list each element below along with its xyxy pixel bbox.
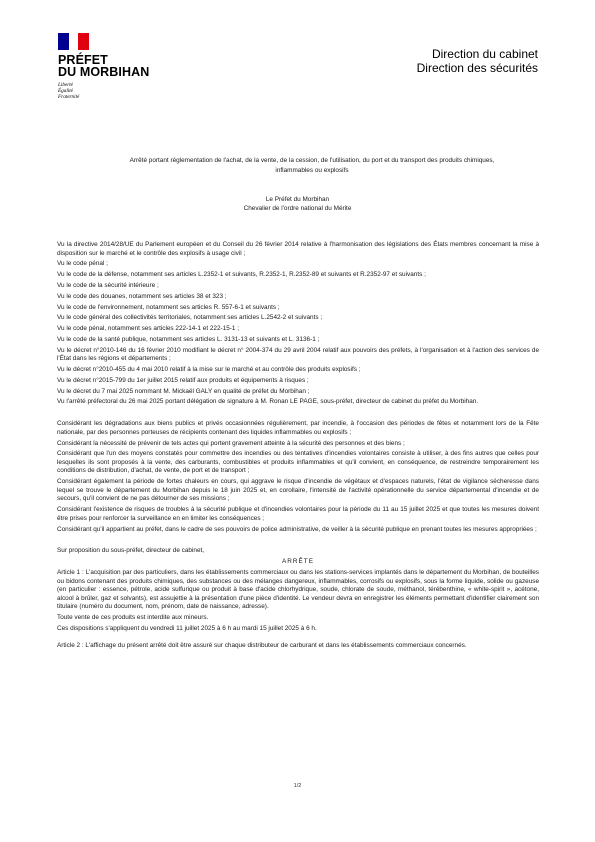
service-line1: Direction du cabinet: [431, 47, 538, 61]
title-line2: inflammables ou explosifs: [275, 166, 349, 174]
motto-fraternite: Fraternité: [58, 94, 80, 100]
considerant-paragraph: Considérant qu'il appartient au préfet, dans le cadre de ses pouvoirs de police administrative, de veiller à la sécurité publique en prenant toutes les mesures appropriées ;: [57, 525, 537, 533]
visa-paragraph: Vu l'arrêté préfectoral du 26 mai 2025 portant délégation de signature à M. Ronan LE PAGE, sous-préfet, directeur de cabinet du préfet du Morbihan.: [57, 398, 479, 406]
considerant-paragraph: Considérant les dégradations aux biens publics et privés occasionnées régulièrement, par incendie, à l'occasion des périodes de fêtes et notamment lors de la Fête nationale, par des personnes porteuses de récipients contenant des liquides inflammables ou explosifs ;: [57, 420, 539, 436]
service-line2: Direction des sécurités: [416, 61, 538, 75]
document-title: [72, 156, 552, 175]
article-1-paragraph: Article 1 : L'acquisition par des particuliers, dans les établissements commerciaux ou dans les stations-services implantés dans le département du Morbihan, de bouteilles ou bidons contenant des produits chimiques, des substances ou des mélanges dangereux, inflammables, corrosifs ou explosifs, sous la forme liquide, solide ou gazeuse (en particulier : essence, pétrole, acide sulfurique ou produit à base d'acide chlorhydrique, soude, chlorate de soude, méthanol, térébenthine, « white-spirit », acétone, alcool à brûler, gaz et solvants), est assujettie à la présentation d'une pièce d'identité. Le vendeur devra en enregistrer les éléments permettant d'identifier clairement son titulaire (numéro du document, nom, prénom, date de naissance, adresse).: [57, 568, 539, 611]
visa-paragraph: Vu le code pénal, notamment ses articles 222-14-1 et 222-15-1 ;: [57, 325, 240, 333]
motto-liberte: Liberté: [58, 82, 73, 88]
document-body: [57, 241, 539, 652]
title-line1: Arrêté portant réglementation de l'achat, de la vente, de la cession, de l'utilisation, du port et du transport des produits chimiques,: [129, 157, 495, 164]
signer-line1: Le Préfet du Morbihan: [265, 196, 330, 203]
institution-line2: DU MORBIHAN: [58, 65, 150, 79]
visa-paragraph: Vu le code général des collectivités territoriales, notamment ses articles L.2542-2 et suivants ;: [57, 314, 323, 322]
republic-motto: [58, 82, 149, 100]
visa-paragraph: Vu la directive 2014/28/UE du Parlement européen et du Conseil du 26 février 2014 relative à l'harmonisation des législations des États membres concernant la mise à disposition sur le marché et le contrôle des explosifs à usage civil ;: [57, 241, 539, 257]
signer-line2: Chevalier de l'ordre national du Mérite: [243, 204, 352, 212]
section-gap: [57, 536, 539, 547]
prefecture-logo: [58, 33, 149, 100]
visa-paragraph: Vu le code de l'environnement, notamment ses articles R. 557-6-1 et suivants ;: [57, 303, 280, 311]
article-1-dates: Ces dispositions s'appliquent du vendredi 11 juillet 2025 à 6 h au mardi 15 juillet 2025 à 6 h.: [57, 624, 317, 632]
arrete-heading: ARRÊTE: [282, 558, 314, 566]
page-number: 1/2: [293, 783, 302, 789]
article-2-paragraph: Article 2 : L'affichage du présent arrêté doit être assuré sur chaque distributeur de carburant et dans les établissements commerciaux concernés.: [57, 641, 467, 649]
visa-paragraph: Vu le code de la santé publique, notamment ses articles L. 3131-13 et suivants et L. 3136-1 ;: [57, 335, 320, 343]
institution-line1: PRÉFET: [58, 53, 108, 67]
institution-name: [58, 54, 149, 78]
visa-paragraph: Vu le décret du 7 mai 2025 nommant M. Mickaël GALY en qualité de préfet du Morbihan ;: [57, 387, 310, 395]
considerant-paragraph: Considérant l'existence de risques de troubles à la sécurité publique et d'incendies volontaires pour la période du 11 au 15 juillet 2025 et que toutes les mesures doivent être prises pour renforcer la surveillance en en limiter les conséquences ;: [57, 506, 539, 522]
visa-paragraph: Vu le décret n°2010-146 du 16 février 2010 modifiant le décret n° 2004-374 du 29 avril 2004 relatif aux pouvoirs des préfets, à l'organisation et à l'action des services de l'État dans les régions et départements ;: [57, 346, 539, 363]
article-1-minors: Toute vente de ces produits est interdite aux mineurs.: [57, 614, 209, 622]
visa-paragraph: Vu le code de la sécurité intérieure ;: [57, 281, 159, 289]
visa-paragraph: Vu le code des douanes, notamment ses articles 38 et 323 ;: [57, 292, 227, 300]
considerant-paragraph: Considérant la nécessité de prévenir de tels actes qui portent gravement atteinte à la sécurité des personnes et des biens ;: [57, 439, 405, 447]
section-gap: [57, 409, 539, 420]
visa-paragraph: Vu le décret n°2010-455 du 4 mai 2010 relatif à la mise sur le marché et au contrôle des produits explosifs ;: [57, 366, 361, 373]
visa-paragraph: Vu le code de la défense, notamment ses articles L.2352-1 et suivants, R.2352-1, R.2352-89 et suivants et R.2352-97 et suivants ;: [57, 271, 426, 279]
issuing-service: [417, 47, 538, 75]
visa-paragraph: Vu le décret n°2015-799 du 1er juillet 2015 relatif aux produits et équipements à risques ;: [57, 376, 309, 384]
motto-egalite: Égalité: [58, 88, 73, 94]
considerant-paragraph: Considérant que l'un des moyens constatés pour commettre des incendies ou des tentatives d'incendies volontaires consiste à utiliser, à des fins autres que celles pour lesquelles ils sont proposés à la vente, des carburants, combustibles et produits inflammables et qu'il convient, en conséquence, de restreindre temporairement les conditions de distribution, d'achat, de vente, de port et de transport ;: [57, 450, 539, 475]
signer-block: [0, 196, 595, 213]
proposal-line: Sur proposition du sous-préfet, directeur de cabinet,: [57, 547, 205, 555]
considerant-paragraph: Considérant également la période de fortes chaleurs en cours, qui aggrave le risque d'incendie de végétaux et d'espaces naturels, l'état de vigilance sécheresse dans lequel se trouve le département du Morbihan depuis le 18 juin 2025 et, en corollaire, l'intensité de l'activité opérationnelle du service départemental d'incendie et de secours, qu'il convient de ne pas détourner de ses missions ;: [57, 478, 539, 503]
marianne-icon: [68, 36, 78, 48]
visa-paragraph: Vu le code pénal ;: [57, 260, 108, 268]
